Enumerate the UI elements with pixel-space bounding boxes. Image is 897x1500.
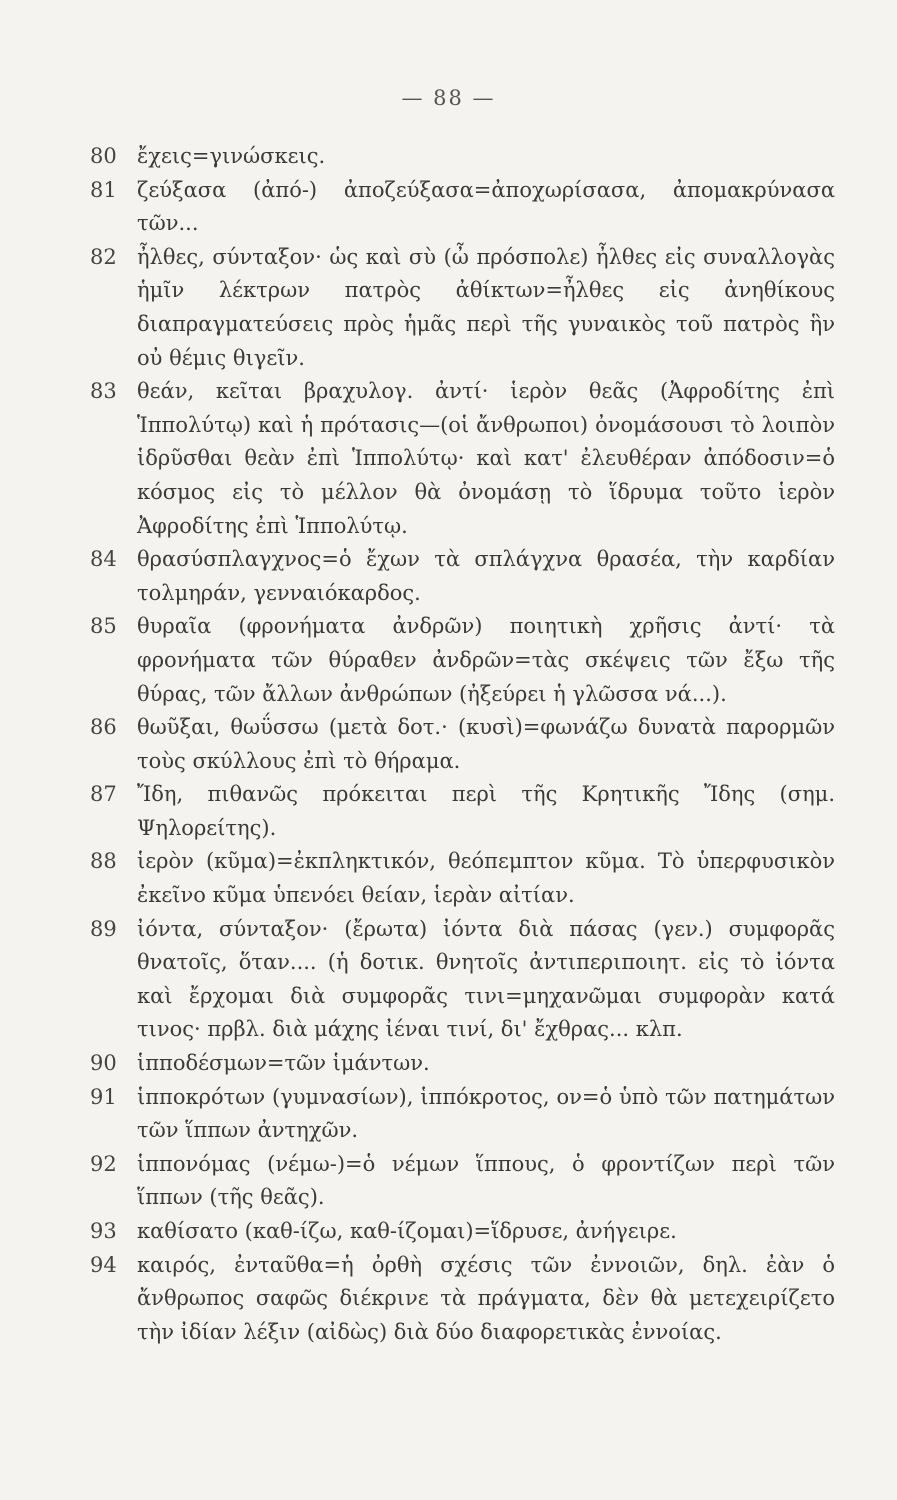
- entry-text: ἱππονόμας (νέμω-)=ὁ νέμων ἵππους, ὁ φροντίζων περὶ τῶν ἵππων (τῆς θεᾶς).: [137, 1151, 835, 1210]
- entry-number: 87: [90, 782, 117, 807]
- entry-number: 91: [90, 1084, 117, 1109]
- entry-text: θρασύσπλαγχνος=ὁ ἔχων τὰ σπλάγχνα θρασέα, τὴν καρδίαν τολμηράν, γενναιόκαρδος.: [137, 547, 835, 605]
- page-number: — 88 —: [401, 86, 496, 110]
- entry-number: 93: [90, 1219, 117, 1243]
- entry-number: 83: [90, 379, 117, 404]
- entry-text: θωῦξαι, θωΰσσω (μετὰ δοτ.· (κυσὶ)=φωνάζω δυνατὰ παρορμῶν τοὺς σκύλλους ἐπὶ τὸ θήραμα.: [137, 715, 835, 773]
- glossary-entry: [90, 1047, 835, 1081]
- entry-number: 82: [90, 244, 117, 269]
- entry-number: 85: [90, 614, 117, 639]
- glossary-entry: [90, 174, 835, 241]
- entry-text: θεάν, κεῖται βραχυλογ. ἀντί· ἱερὸν θεᾶς (Ἀφροδίτης ἐπὶ Ἱππολύτῳ) καὶ ἡ πρότασις—(οἱ ἄνθρωποι) ὀνομάσουσι τὸ λοιπὸν ἱδρῦσθαι θεὰν ἐπὶ Ἱππολύτῳ· καὶ κατ' ἐλευθέραν ἀπόδοσιν=ὁ κόσμος εἰς τὸ μέλλον θὰ ὀνομάσῃ τὸ ἵδρυμα τοῦτο ἱερὸν Ἀφροδίτης ἐπὶ Ἱππολύτῳ.: [137, 379, 835, 538]
- glossary-entry: [90, 375, 835, 543]
- glossary-entry: [90, 241, 835, 375]
- glossary-entry: [90, 845, 835, 912]
- glossary-entry: [90, 610, 835, 711]
- glossary-entry: [90, 778, 835, 845]
- entry-number: 81: [90, 177, 117, 202]
- glossary-entry: [90, 711, 835, 778]
- entry-text: θυραῖα (φρονήματα ἀνδρῶν) ποιητικὴ χρῆσις ἀντί· τὰ φρονήματα τῶν θύραθεν ἀνδρῶν=τὰς σκέψεις τῶν ἔξω τῆς θύρας, τῶν ἄλλων ἀνθρώπων (ἠξεύρει ἡ γλῶσσα νά...).: [137, 614, 835, 706]
- glossary-entry: [90, 1148, 835, 1215]
- entry-text: ἦλθες, σύνταξον· ὡς καὶ σὺ (ὦ πρόσπολε) ἦλθες εἰς συναλλογὰς ἡμῖν λέκτρων πατρὸς ἀθίκτων=ἦλθες εἰς ἀνηθίκους διαπραγματεύσεις πρὸς ἡμᾶς περὶ τῆς γυναικὸς τοῦ πατρὸς ἣν οὐ θέμις θιγεῖν.: [137, 244, 835, 370]
- glossary-entry: [90, 543, 835, 610]
- entry-text: καθίσατο (καθ-ίζω, καθ-ίζομαι)=ἵδρυσε, ἀνήγειρε.: [137, 1219, 677, 1243]
- entry-number: 92: [90, 1151, 117, 1176]
- entry-number: 88: [90, 849, 117, 874]
- glossary-entry: [90, 140, 835, 174]
- glossary-entry: [90, 913, 835, 1047]
- entry-text: ἱπποδέσμων=τῶν ἱμάντων.: [137, 1051, 430, 1076]
- entry-text: Ἴδη, πιθανῶς πρόκειται περὶ τῆς Κρητικῆς Ἴδης (σημ. Ψηλορείτης).: [137, 782, 835, 840]
- entry-text: ἱπποκρότων (γυμνασίων), ἱππόκροτος, ον=ὁ ὑπὸ τῶν πατημάτων τῶν ἵππων ἀντηχῶν.: [137, 1084, 835, 1143]
- entry-number: 80: [90, 144, 117, 168]
- entry-text: ἱερὸν (κῦμα)=ἐκπληκτικόν, θεόπεμπτον κῦμα. Τὸ ὑπερφυσικὸν ἐκεῖνο κῦμα ὑπενόει θείαν, ἱερὰν αἰτίαν.: [137, 849, 835, 908]
- entry-number: 84: [90, 547, 117, 572]
- entry-text: ἔχεις=γινώσκεις.: [137, 144, 326, 168]
- entry-number: 90: [90, 1051, 117, 1076]
- entry-text: ἰόντα, σύνταξον· (ἔρωτα) ἰόντα διὰ πάσας (γεν.) συμφορᾶς θνατοῖς, ὅταν.... (ἡ δοτικ. θνητοῖς ἀντιπεριποιητ. εἰς τὸ ἰόντα καὶ ἔρχομαι διὰ συμφορᾶς τινι=μηχανῶμαι συμφορὰν κατά τινος· πρβλ. διὰ μάχης ἰέναι τινί, δι' ἔχθρας... κλπ.: [137, 916, 835, 1042]
- entry-number: 89: [90, 916, 117, 941]
- glossary-entry: [90, 1215, 835, 1249]
- glossary-entry: [90, 1081, 835, 1148]
- entry-number: 94: [90, 1252, 117, 1277]
- entry-number: 86: [90, 715, 117, 740]
- glossary-entry: [90, 1249, 835, 1350]
- entry-text: καιρός, ἐνταῦθα=ἡ ὀρθὴ σχέσις τῶν ἐννοιῶν, δηλ. ἐὰν ὁ ἄνθρωπος σαφῶς διέκρινε τὰ πράγματα, δὲν θὰ μετεχειρίζετο τὴν ἰδίαν λέξιν (αἰδὼς) διὰ δύο διαφορετικὰς ἐννοίας.: [137, 1252, 835, 1344]
- glossary-entries: [90, 140, 835, 1349]
- entry-text: ζεύξασα (ἀπό-) ἀποζεύξασα=ἀποχωρίσασα, ἀπομακρύνασα τῶν...: [137, 177, 835, 236]
